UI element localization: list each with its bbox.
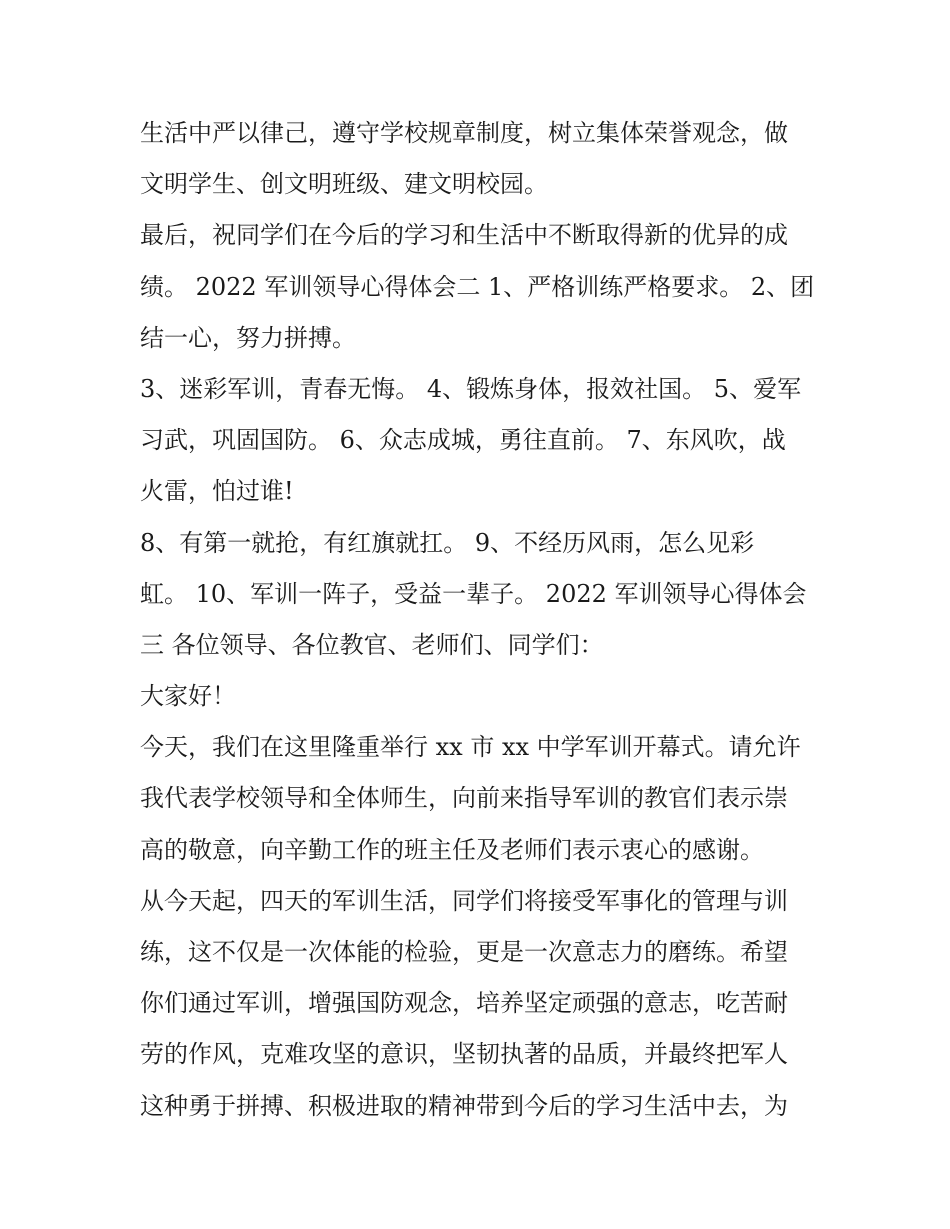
text-line: 结一心，努力拼搏。 (140, 323, 356, 352)
text-line: 三 各位领导、各位教官、老师们、同学们： (140, 630, 604, 659)
text-line: 我代表学校领导和全体师生，向前来指导军训的教官们表示崇 (140, 784, 788, 813)
text-line: 3、迷彩军训，青春无悔。 4、锻炼身体，报效社国。 5、爱军 (140, 374, 802, 403)
text-line: 文明学生、创文明班级、建文明校园。 (140, 170, 548, 199)
text-line: 今天，我们在这里隆重举行 xx 市 xx 中学军训开幕式。请允许 (140, 733, 801, 762)
text-line: 火雷，怕过谁! (140, 477, 294, 506)
text-line: 绩。 2022 军训领导心得体会二 1、严格训练严格要求。 2、团 (140, 272, 815, 301)
text-line: 大家好！ (140, 682, 236, 711)
text-line: 练，这不仅是一次体能的检验，更是一次意志力的磨练。希望 (140, 938, 788, 966)
text-line: 习武，巩固国防。 6、众志成城，勇往直前。 7、东风吹，战 (140, 426, 786, 455)
text-line: 8、有第一就抢，有红旗就扛。 9、不经历风雨，怎么见彩 (140, 528, 755, 557)
text-line: 你们通过军训，增强国防观念，培养坚定顽强的意志，吃苦耐 (140, 989, 788, 1018)
text-line: 高的敬意，向辛勤工作的班主任及老师们表示衷心的感谢。 (140, 835, 764, 864)
text-line: 生活中严以律己，遵守学校规章制度，树立集体荣誉观念，做 (140, 119, 788, 147)
text-line: 劳的作风，克难攻坚的意识，坚韧执著的品质，并最终把军人 (140, 1040, 788, 1069)
text-line: 这种勇于拼搏、积极进取的精神带到今后的学习生活中去，为 (140, 1091, 788, 1120)
text-line: 从今天起，四天的军训生活，同学们将接受军事化的管理与训 (140, 886, 788, 915)
text-line: 虹。 10、军训一阵子，受益一辈子。 2022 军训领导心得体会 (140, 579, 807, 608)
document-body (140, 108, 820, 1132)
text-line: 最后，祝同学们在今后的学习和生活中不断取得新的优异的成 (140, 221, 788, 250)
